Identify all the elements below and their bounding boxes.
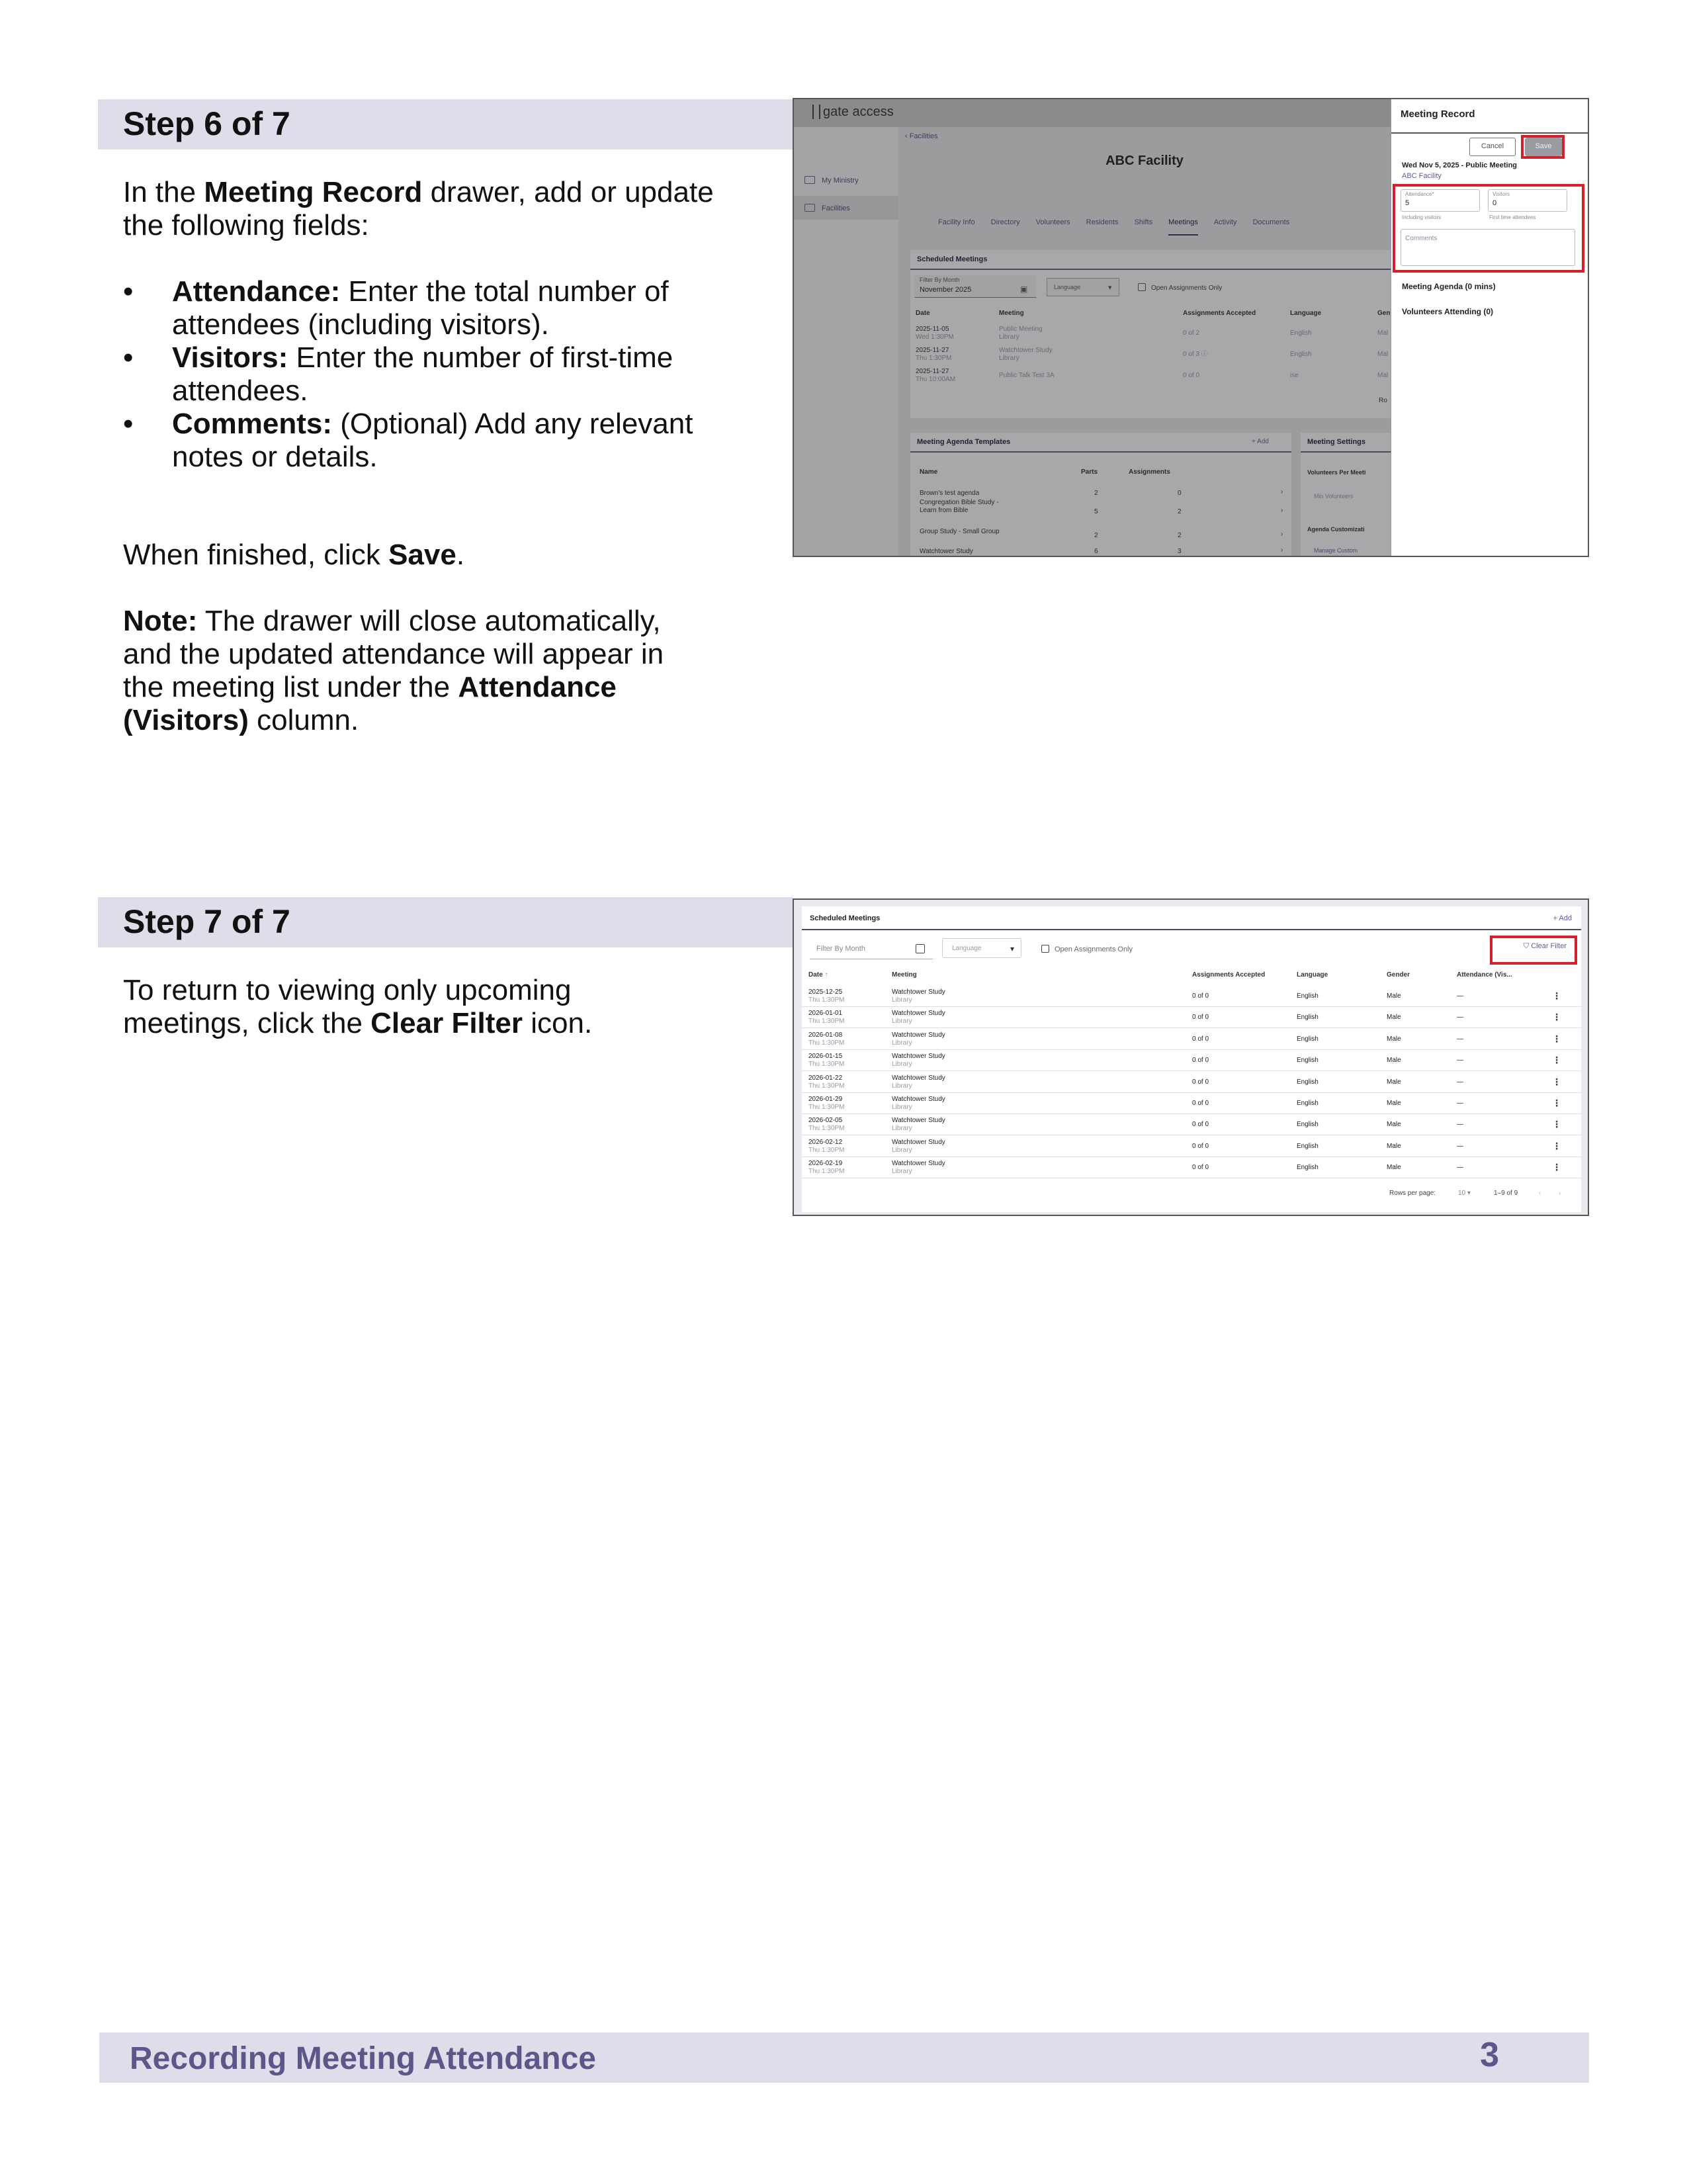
col-meeting: Meeting xyxy=(999,310,1024,317)
more-options-icon[interactable]: ⋮ xyxy=(1552,1140,1561,1151)
calendar-icon: ▣ xyxy=(1020,284,1028,294)
col-gender: Gen xyxy=(1377,310,1391,317)
more-options-icon[interactable]: ⋮ xyxy=(1552,1033,1561,1044)
fields-highlight xyxy=(1393,184,1584,273)
facility-tabs xyxy=(938,218,1289,236)
open-assignments-checkbox[interactable]: Open Assignments Only xyxy=(1138,283,1222,292)
agenda-templates-card: Meeting Agenda Templates + Add Name Parts Assignments Brown's test agenda 2 0 › Congregation Bible Study - Learn from Bible 5 2 › Group Study - Small Group 2 2 › Watchtower Study 6 3 › xyxy=(910,433,1291,557)
meeting-settings-card: Meeting Settings Volunteers Per Meeti Min Volunteers Agenda Customizati Manage Custom xyxy=(1301,433,1391,557)
col-gender: Gender xyxy=(1387,971,1410,979)
table-row[interactable]: 2026-02-19 Thu 1:30PM Watchtower Study Library 0 of 0 English Male — ⋮ xyxy=(802,1157,1581,1178)
more-options-icon[interactable]: ⋮ xyxy=(1552,1012,1561,1023)
step7-text: To return to viewing only upcoming meetings, click the Clear Filter icon. xyxy=(123,974,593,1039)
comments-textarea[interactable]: Comments xyxy=(1401,229,1575,266)
rows-per-page-label: Ro xyxy=(1379,397,1387,404)
chevron-right-icon: › xyxy=(1281,507,1283,514)
rows-per-page-label: Rows per page: xyxy=(1389,1190,1436,1197)
save-button[interactable]: Save xyxy=(1525,138,1562,156)
bullet-visitors: • Visitors: Enter the number of first-time attendees. xyxy=(123,341,718,408)
col-meeting: Meeting xyxy=(892,971,917,979)
add-meeting-button[interactable]: + Add xyxy=(1553,914,1572,922)
facility-title: ABC Facility xyxy=(1105,153,1184,168)
step6-intro: In the Meeting Record drawer, add or update the following fields: xyxy=(123,176,714,241)
checkbox-icon xyxy=(1138,283,1146,291)
scheduled-meetings-card xyxy=(802,906,1581,1212)
scheduled-meetings-card: Scheduled Meetings Filter By Month November 2025 ▣ Language ▾ Open Assignments Only Date Meeting Assignments Accepted Language Gen 2025-11-05 Wed 1:30PM Public Meeting Library 0 of 2 English Mal 2025-11-27 Thu 1:30PM Watchtower Study Library 0 of 3 ⓘ English Mal 2025-11-27 Thu 10:00AM Public Talk Test 3A 0 of 0 ise Mal Ro xyxy=(910,250,1391,418)
chevron-right-icon: › xyxy=(1281,531,1283,538)
table-row[interactable]: 2026-02-05 Thu 1:30PM Watchtower Study Library 0 of 0 English Male — ⋮ xyxy=(802,1114,1581,1135)
more-options-icon[interactable]: ⋮ xyxy=(1552,990,1561,1001)
manage-custom-link[interactable]: Manage Custom xyxy=(1314,547,1358,554)
tab-residents[interactable]: Residents xyxy=(1086,218,1119,226)
table-row[interactable]: 2026-01-22 Thu 1:30PM Watchtower Study Library 0 of 0 English Male — ⋮ xyxy=(802,1072,1581,1093)
tab-activity[interactable]: Activity xyxy=(1213,218,1237,226)
footer-title: Recording Meeting Attendance xyxy=(130,2041,596,2076)
step6-note: Note: The drawer will close automatically, and the updated attendance will appear in the meeting list under the Attendance (Visitors) column. xyxy=(123,605,664,736)
prev-page-icon[interactable]: ‹ xyxy=(1539,1190,1541,1197)
scheduled-meetings-title: Scheduled Meetings xyxy=(810,914,881,922)
building-icon xyxy=(804,204,815,212)
step7-title: Step 7 of 7 xyxy=(123,903,290,940)
visitors-hint: First time attendees xyxy=(1489,214,1536,220)
tab-documents[interactable]: Documents xyxy=(1252,218,1290,226)
table-row[interactable]: 2026-02-12 Thu 1:30PM Watchtower Study Library 0 of 0 English Male — ⋮ xyxy=(802,1136,1581,1157)
page-footer xyxy=(99,2032,1589,2083)
more-options-icon[interactable]: ⋮ xyxy=(1552,1076,1561,1087)
language-select[interactable]: Language ▾ xyxy=(1047,278,1119,296)
visitors-input[interactable]: Visitors 0 xyxy=(1488,189,1567,212)
rows-per-page-select[interactable]: 10 ▾ xyxy=(1458,1190,1471,1197)
more-options-icon[interactable]: ⋮ xyxy=(1552,1162,1561,1173)
meeting-settings-title: Meeting Settings xyxy=(1307,438,1366,446)
meeting-agenda-section[interactable]: Meeting Agenda (0 mins) xyxy=(1402,282,1496,291)
bullet-attendance: • Attendance: Enter the total number of attendees (including visitors). xyxy=(123,275,718,341)
chevron-right-icon: › xyxy=(1281,488,1283,496)
checkbox-icon xyxy=(1041,945,1049,953)
chevron-down-icon: ▾ xyxy=(1108,284,1112,292)
drawer-title: Meeting Record xyxy=(1401,109,1475,120)
more-options-icon[interactable]: ⋮ xyxy=(1552,1055,1561,1066)
step6-title: Step 6 of 7 xyxy=(123,105,290,142)
language-select[interactable]: Language ▾ xyxy=(942,938,1021,958)
more-options-icon[interactable]: ⋮ xyxy=(1552,1098,1561,1108)
filter-icon: ⛉ xyxy=(1523,942,1532,950)
min-volunteers-field[interactable]: Min Volunteers xyxy=(1314,493,1354,500)
facility-name: ABC Facility xyxy=(1402,172,1442,180)
chevron-right-icon: › xyxy=(1281,546,1283,554)
volunteers-attending-section[interactable]: Volunteers Attending (0) xyxy=(1402,307,1493,316)
page-number: 3 xyxy=(1480,2036,1499,2074)
tab-meetings[interactable]: Meetings xyxy=(1168,218,1198,236)
col-date[interactable]: Date ↑ xyxy=(808,971,828,979)
attendance-input[interactable]: Attendance* 5 xyxy=(1401,189,1480,212)
col-language: Language xyxy=(1290,310,1322,317)
step6-header xyxy=(98,99,793,150)
meeting-record-drawer xyxy=(1391,99,1589,557)
step7-header xyxy=(98,897,793,947)
app-sidebar xyxy=(794,127,898,557)
col-accepted: Assignments Accepted xyxy=(1183,310,1256,317)
tab-volunteers[interactable]: Volunteers xyxy=(1035,218,1070,226)
tab-shifts[interactable]: Shifts xyxy=(1134,218,1153,226)
clear-filter-button[interactable]: ⛉ Clear Filter xyxy=(1523,942,1567,950)
col-accepted: Assignments Accepted xyxy=(1192,971,1266,979)
table-row[interactable]: 2026-01-15 Thu 1:30PM Watchtower Study Library 0 of 0 English Male — ⋮ xyxy=(802,1050,1581,1071)
tab-facility-info[interactable]: Facility Info xyxy=(938,218,975,226)
save-highlight xyxy=(1521,135,1565,159)
meeting-record-screenshot xyxy=(793,98,1589,557)
step6-bullets xyxy=(123,275,718,474)
table-row[interactable]: 2026-01-01 Thu 1:30PM Watchtower Study Library 0 of 0 English Male — ⋮ xyxy=(802,1007,1581,1028)
step6-finish: When finished, click Save. xyxy=(123,539,465,571)
filter-month-field[interactable]: Filter By Month November 2025 ▣ xyxy=(914,275,1036,298)
sort-arrow-icon: ↑ xyxy=(824,971,828,979)
table-row[interactable]: 2026-01-29 Thu 1:30PM Watchtower Study Library 0 of 0 English Male — ⋮ xyxy=(802,1093,1581,1114)
meeting-line: Wed Nov 5, 2025 - Public Meeting xyxy=(1402,161,1518,169)
briefcase-icon xyxy=(804,176,815,184)
scheduled-meetings-screenshot xyxy=(793,898,1589,1216)
more-options-icon[interactable]: ⋮ xyxy=(1552,1119,1561,1130)
next-page-icon[interactable]: › xyxy=(1559,1190,1561,1197)
col-date[interactable]: Date xyxy=(916,310,930,317)
agenda-templates-title: Meeting Agenda Templates xyxy=(917,438,1011,446)
sidebar-item-my-ministry[interactable]: My Ministry xyxy=(804,176,859,185)
table-row[interactable]: 2026-01-08 Thu 1:30PM Watchtower Study Library 0 of 0 English Male — ⋮ xyxy=(802,1029,1581,1050)
clear-filter-highlight xyxy=(1490,936,1577,965)
open-assignments-checkbox[interactable]: Open Assignments Only xyxy=(1041,945,1133,953)
app-topbar xyxy=(794,99,1391,127)
scheduled-meetings-title: Scheduled Meetings xyxy=(917,255,988,263)
sidebar-item-facilities[interactable]: Facilities xyxy=(804,204,850,212)
add-template-button[interactable]: + Add xyxy=(1252,438,1269,445)
tab-directory[interactable]: Directory xyxy=(990,218,1020,226)
cancel-button[interactable]: Cancel xyxy=(1469,138,1516,156)
col-attendance: Attendance (Vis... xyxy=(1457,971,1512,979)
attendance-hint: Including visitors xyxy=(1402,214,1442,220)
facility-page xyxy=(898,127,1391,557)
filter-month-field[interactable]: Filter By Month xyxy=(810,938,933,959)
table-row[interactable]: 2025-12-25 Thu 1:30PM Watchtower Study Library 0 of 0 English Male — ⋮ xyxy=(802,986,1581,1007)
bullet-comments: • Comments: (Optional) Add any relevant notes or details. xyxy=(123,408,718,474)
calendar-icon xyxy=(916,944,925,953)
col-language: Language xyxy=(1297,971,1328,979)
breadcrumb[interactable]: ‹ Facilities xyxy=(905,132,938,140)
pagination-range: 1–9 of 9 xyxy=(1494,1190,1518,1197)
app-logo: gate access xyxy=(812,105,894,120)
